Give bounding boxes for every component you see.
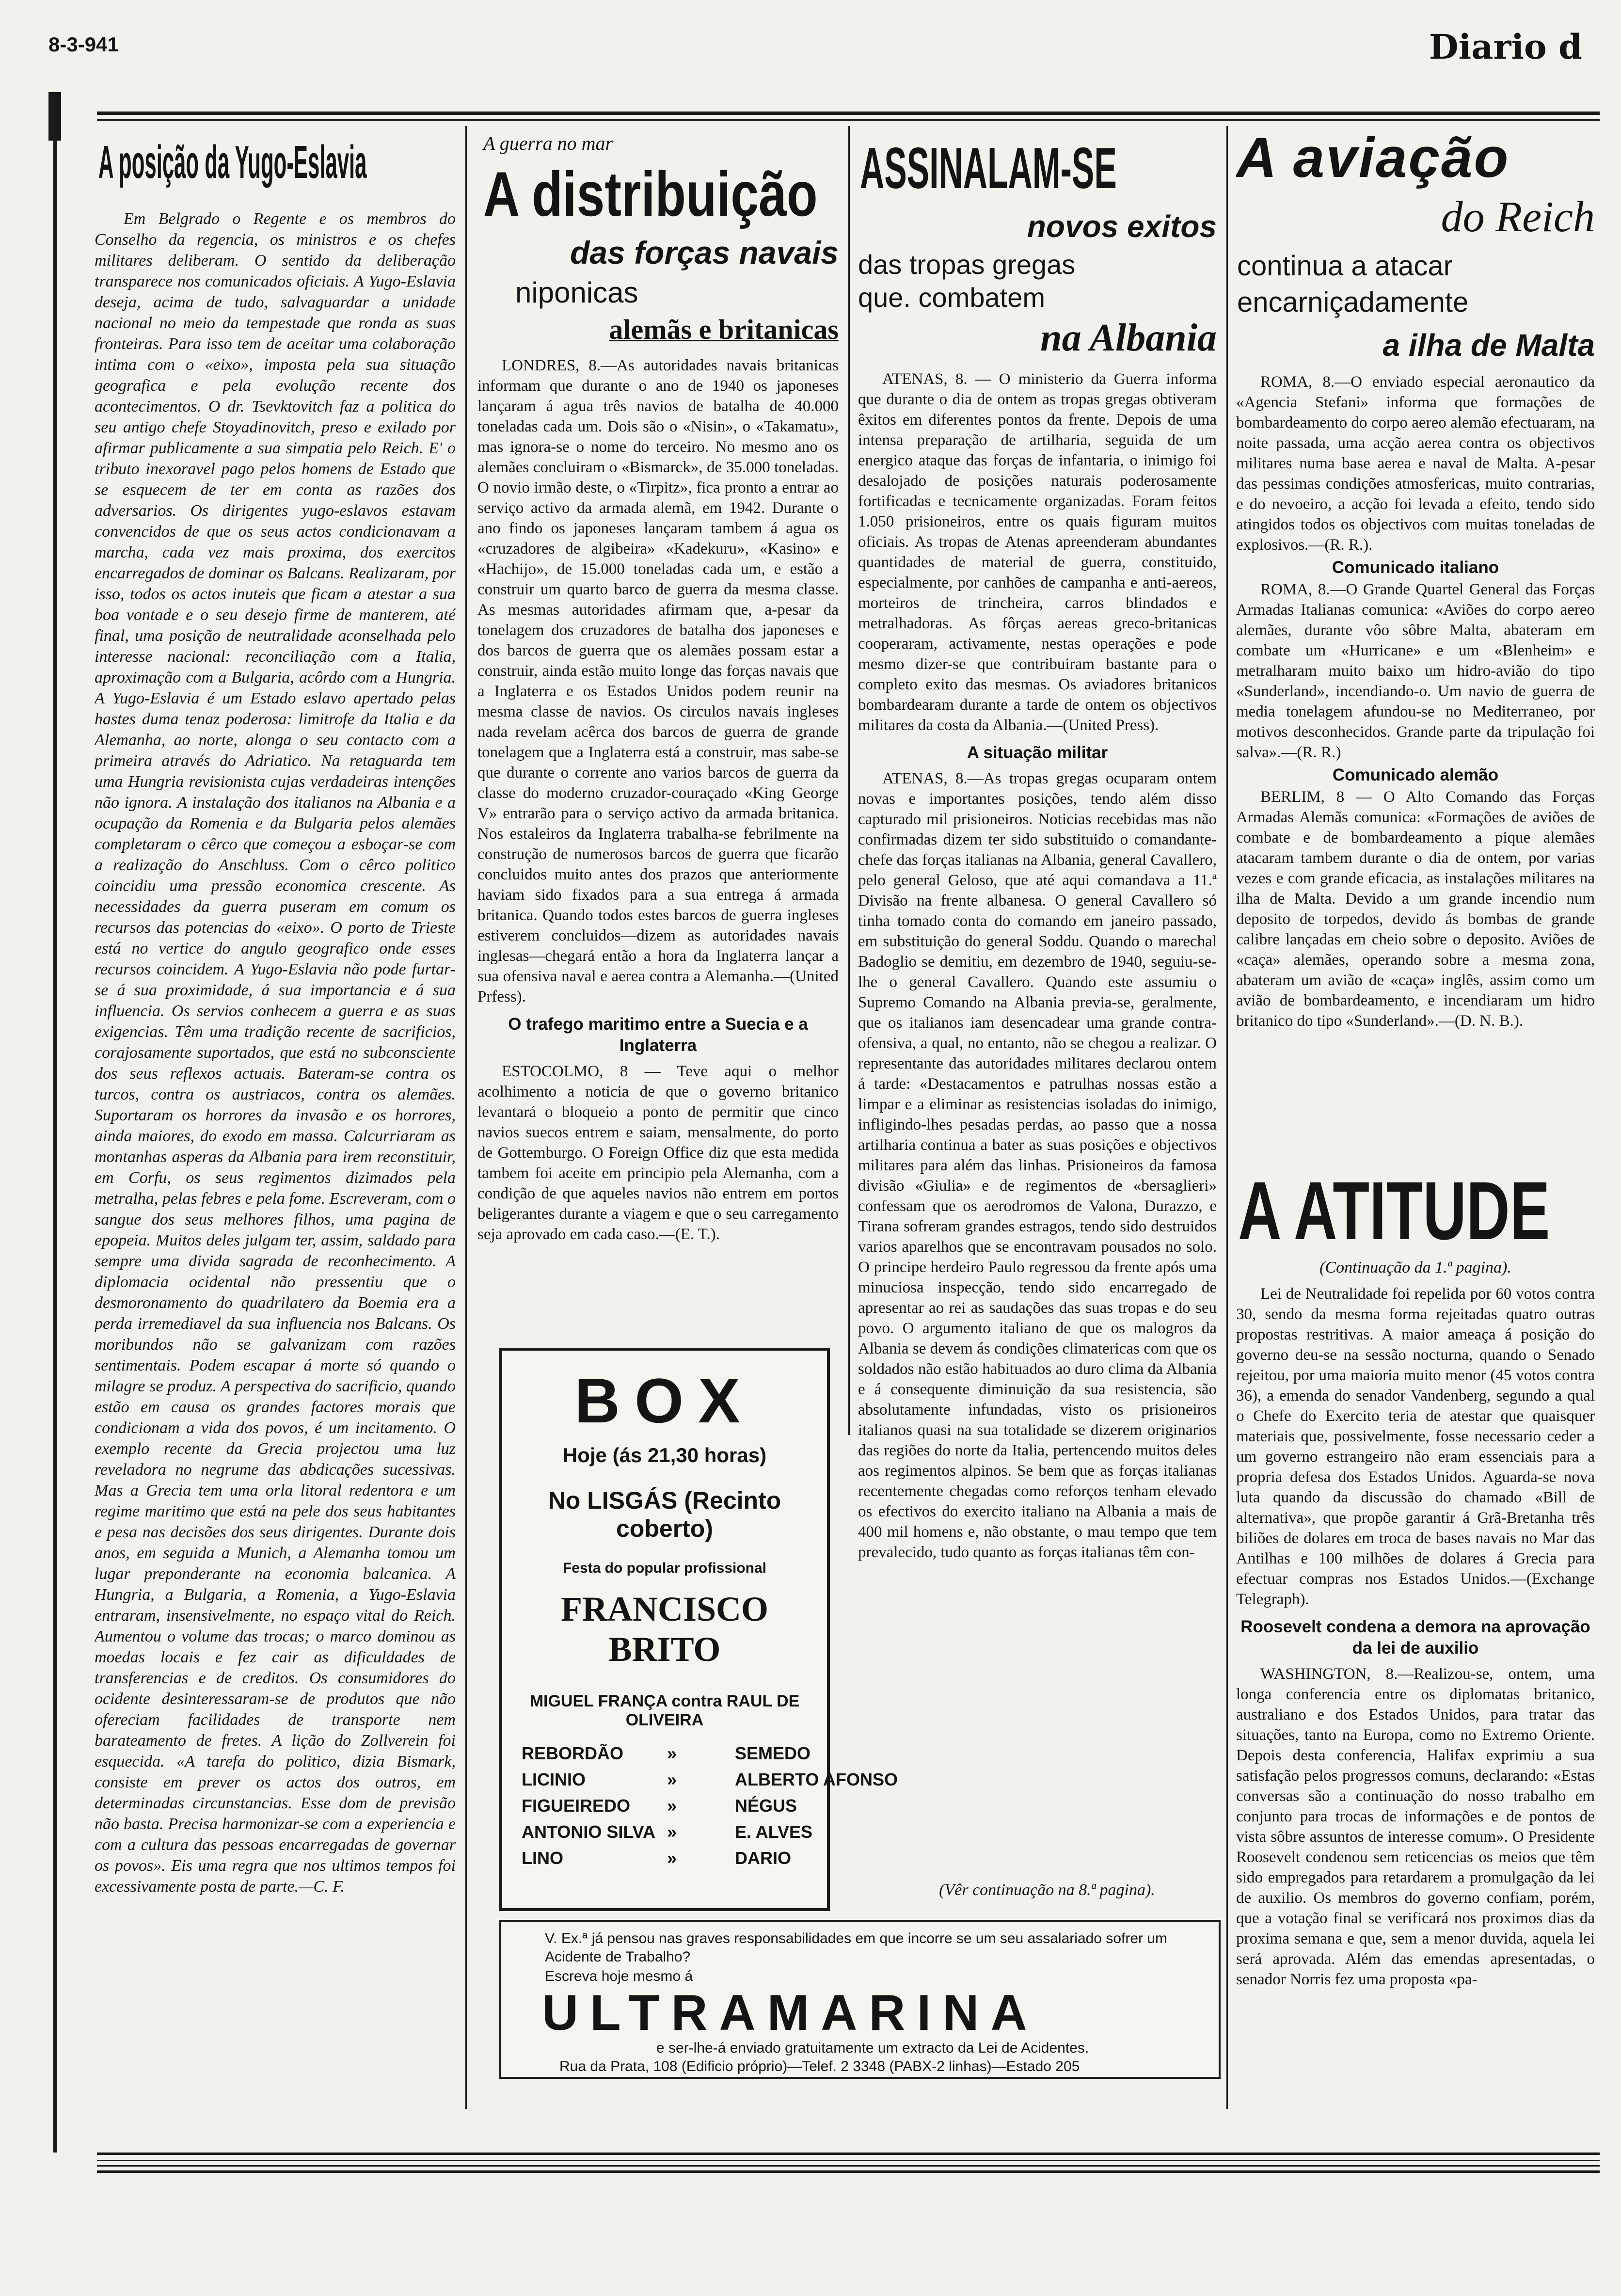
article-a-atitude (1236, 1164, 1595, 2123)
ultramarina-ad-address: Rua da Prata, 108 (Edificio próprio)—Telef. 2 3348 (PABX-2 linhas)—Estado 205 (559, 2058, 1080, 2074)
ultramarina-ad-prompt: Escreva hoje mesmo á (545, 1968, 693, 1984)
article-greek-deck-2: das tropas gregas que. combatem (858, 249, 1076, 313)
ultramarina-insurance-advertisement (499, 1920, 1221, 2079)
article-greek-successes (858, 131, 1217, 1876)
article-naval-subhead: O trafego maritimo entre a Suecia e a Inglaterra (508, 1015, 808, 1055)
article-greek-body-2: ATENAS, 8.—As tropas gregas ocuparam ontem novas e importantes posições, tendo além disso capturado mil prisioneiros. Noticias recebidas mas não confirmadas dizem ter sido substituido o comandante-chefe das forças italianas na Albania, general Cavallero, pelo general Geloso, que até aqui comandava a 11.ª Divisão na frente albanesa. O general Cavallero só tinha tomado conta do comando em janeiro passado, em substituição do general Soddu. Quando o marechal Badoglio se demitiu, em dezembro de 1940, seguiu-se-lhe o general Cavallero. Quando este assumiu o Supremo Comando na Albania previa-se, geralmente, que os italianos iam desencadear uma grande contra-ofensiva, a qual, no entanto, não se chegou a realizar. O representante das autoridades militares declarou ontem á tarde: «Destacamentos e patrulhas nossas estão a limpar e a eliminar as resistencias isoladas do inimigo, infligindo-lhes pesadas perdas, ao passo que a nossa artilharia continua a bater as suas posições e objectivos militares para além das linhas. Prisioneiros da famosa divisão «Giulia» e de regimentos de «bersaglieri» confessam que os aerodromos de Valona, Durazzo, e Tirana sofreram grandes estragos, tendo sido destruidos varios aparelhos que se encontravam pousados no solo. O principe herdeiro Paulo regressou da frente após uma minuciosa inspecção, tendo sido encarregado de apresentar ao rei as saudações das suas tropas e do seu povo. O argumento italiano de que os malogros da Albania se devem ás condições climatericas com que os soldados não estão habituados ao duro clima da Albania e á consequente diminuição da sua resistencia, são absolutamente infundadas, visto os prisioneiros italianos quasi na sua totalidade se dizerem originarios das regiões do norte da Italia, pertencendo muitos deles aos regimentos alpinos. Se bem que as forças italianas recentemente chegadas como reforços tenham elevado os efectivos do exercito italiano na Albania a mais de 400 mil homens e, não obstante, o mau tempo que tem prevalecido, tudo quanto as forças italianas têm con- (858, 770, 1217, 1561)
box-ad-bouts (522, 1743, 898, 1868)
article-aviation-deck-3: a ilha de Malta (1383, 328, 1595, 363)
article-atitude-body-2: WASHINGTON, 8.—Realizou-se, ontem, uma longa conferencia entre os diplomatas britanico, australiano e dos Estados Unidos, para tratar das situações, tanto na Europa, como no Extremo Oriente. Depois desta conferencia, Halifax exprimiu a sua satisfação pelos progressos comuns, declarando: «Estas conversas são a continuação do nosso trabalho em conjunto para trocas de informações e de pontos de vista sôbre assuntos de interesse comum». O Presidente Roosevelt condenou sem reticencias os meios que têm sido empregados para retardarem a promulgação da lei de auxilio. Os membros do governo confiam, porém, que a votação final se verificará nos proximos dias da proxima semana e que, sem a menor duvida, aquela lei será aprovada. Além das emendas apresentadas, o senador Norris fez uma proposta «pa- (1236, 1665, 1595, 1988)
article-naval-body-2: ESTOCOLMO, 8 — Teve aqui o melhor acolhimento a noticia de que o governo britanico levantará o bloqueio a ponto de permitir que cinco navios suecos entrem e saiam, mensalmente, do porto de Gottemburgo. O Foreign Office diz que esta medida tambem foi aceite em principio pela Alemanha, com a condição de que aqueles navios não entrem em portos beligerantes durante a viagem e que o seu carregamento seja aprovado em cada caso.—(E. T.). (477, 1063, 839, 1243)
column-rule-1 (465, 126, 467, 2109)
box-ad-main-bout: MIGUEL FRANÇA contra RAUL DE OLIVEIRA (529, 1692, 800, 1729)
box-ad-bout-a: LICINIO (522, 1770, 586, 1789)
box-ad-bout-b: ALBERTO AFONSO (735, 1770, 898, 1789)
ultramarina-ad-offer: e ser-lhe-á enviado gratuitamente um extracto da Lei de Acidentes. (656, 2040, 1089, 2056)
article-aviation-subhead-italian: Comunicado italiano (1332, 558, 1499, 577)
article-greek-deck-3: na Albania (1040, 317, 1217, 359)
article-atitude-headline: A ATITUDE (1238, 1165, 1550, 1257)
article-naval-body: LONDRES, 8.—As autoridades navais britanicas informam que durante o ano de 1940 os japoneses lançaram á agua três navios de batalha de 40.000 toneladas cada um. Dois são o «Nisin», o «Takamatu», mas ignora-se o nome do terceiro. No mesmo ano os alemães concluiram o «Bismarck», de 35.000 toneladas. O novio irmão deste, o «Tirpitz», fica pronto a entrar ao serviço activo da armada alemã, em 1942. Durante o ano findo os japoneses lançaram tambem á agua os «cruzadores de algibeira» «Kadekuru», «Kasino» e «Hachijo», de 15.000 toneladas cada um, e estão a construir um quarto barco de guerra da mesma classe. As mesmas autoridades afirmam que, a-pesar da tonelagem dos cruzadores de batalha dos japoneses e dos barcos de guerra que os alemães possam estar a construir, ainda estão muito longe das forças navais que a Inglaterra e os Estados Unidos podem reunir na mesma classe de navios. Os circulos navais ingleses nada revelam acêrca dos barcos de guerra de grande tonelagem que a Inglaterra está a construir, mas sabe-se que durante o corrente ano varios barcos de guerra da classe do moderno cruzador-couraçado «King George V» entrarão para o serviço activo da armada britanica. Nos estaleiros da Inglaterra trabalha-se febrilmente na construção de numerosos barcos de guerra que ficarão concluidos muito antes dos prazos que anteriormente haviam sido fixados para a sua entrega á armada britanica. Quando todos estes barcos de guerra ingleses estiverem concluidos—dizem as autoridades navais inglesas—chegará então a hora da Inglaterra lançar a sua ofensiva naval e aerea contra a Alemanha.—(United Prfess). (477, 357, 839, 1005)
article-aviation-headline-2: do Reich (1441, 193, 1595, 241)
article-greek-headline: ASSINALAM-SE (860, 136, 1117, 201)
header-rule-bottom (97, 119, 1600, 121)
issue-date: 8-3-941 (48, 33, 119, 56)
left-margin-bar (48, 92, 61, 141)
footer-rule-3 (97, 2165, 1600, 2167)
article-aviation-body-2: ROMA, 8.—O Grande Quartel General das Forças Armadas Italianas comunica: «Aviões do corpo aereo alemães, durante vôo sôbre Malta, abateram em combate um «Hurricane» e um «Blenheim» e metralharam muito baixo um hidro-avião do tipo «Sunderland», incendiando-o. Um navio de guerra de media tonelagem afundou-se no Mediterraneo, por motivos desconhecidos. Grande parte da tripulação foi salva».—(R. R.) (1236, 581, 1595, 761)
footer-rule-2 (97, 2160, 1600, 2161)
box-ad-venue: No LISGÁS (Recinto coberto) (548, 1487, 781, 1542)
left-margin-rule (53, 141, 57, 2152)
box-ad-boxer: FRANCISCO BRITO (560, 1590, 769, 1669)
article-greek-body: ATENAS, 8. — O ministerio da Guerra informa que durante o dia de ontem as tropas gregas obtiveram êxitos em diferentes pontos da frente. Depois de uma intensa preparação de artilharia, seguida de um energico ataque das forças de infantaria, o inimigo foi desalojado de posições naturais poderosamente fortificadas e tecnicamente organizadas. Foram feitos 1.050 prisioneiros, entre os quais figuram muitos oficiais. As tropas de Atenas apreenderam abundantes quantidades de material de guerra, constituido, especialmente, por canhões de campanha e anti-aereos, morteiros de trincheira, carros blindados e metralhadoras. As fôrças aereas greco-britanicas cooperaram, activamente, nestas operações e pode mesmo dizer-se que contribuiram bastante para o completo exito das mesmas. Os aviadores britanicos bombardearam durante a tarde de ontem os objectivos militares da costa da Albania.—(United Press). (858, 370, 1217, 734)
box-ad-bout-vs: » (667, 1848, 677, 1868)
article-atitude-subhead: Roosevelt condena a demora na aprovação da lei de auxilio (1240, 1617, 1590, 1658)
article-naval-headline: A distribuição (483, 159, 818, 229)
box-ad-bout-vs: » (667, 1796, 677, 1816)
box-ad-bout-b: NÉGUS (735, 1796, 797, 1816)
box-ad-bout-b: SEMEDO (735, 1743, 811, 1763)
box-ad-bout-vs: » (667, 1743, 677, 1763)
newspaper-name: Diario d (1429, 27, 1582, 67)
header-rule-top (97, 112, 1600, 115)
footer-rule-1 (97, 2152, 1600, 2155)
article-yugo-eslavia (95, 131, 456, 2143)
article-naval-deck-3: alemãs e britanicas (609, 314, 839, 345)
article-naval-distribution (477, 131, 839, 1328)
article-atitude-continued: (Continuação da 1.ª pagina). (1319, 1259, 1511, 1276)
box-ad-title: BOX (574, 1365, 755, 1436)
article-aviation-body-3: BERLIM, 8 — O Alto Comando das Forças Armadas Alemãs comunica: «Formações de aviões de combate e de bombardeamento a pique alemães atacaram tambem durante o dia de ontem, por varias vezes e com grande eficacia, as instalações militares na ilha de Malta. Devido a um grande incendio num deposito de torpedos, devido ás bombas de grande calibre lançadas em cheio sobre o deposito. Aviões de «caça» alemães, operando sobre a mesma zona, abateram um avião de «caça» inglês, assim como um avião de bombardeamento, e incendiaram um hidro britanico do tipo «Sunderland».—(D. N. B.). (1236, 788, 1595, 1030)
box-ad-bout-b: E. ALVES (735, 1822, 813, 1842)
article-naval-kicker: A guerra no mar (483, 132, 613, 154)
article-greek-subhead: A situação militar (967, 743, 1108, 762)
article-atitude-body: Lei de Neutralidade foi repelida por 60 votos contra 30, sendo da mesma forma rejeitadas quatro outras propostas restritivas. A maior ameaça á posição do governo deu-se na sessão nocturna, quando o Senado rejeitou, por uma maioria muito menor (45 votos contra 36), a emenda do senador Vandenberg, segundo a qual o Chefe do Exercito teria de atestar que quaisquer materiais que, possivelmente, fosse necessario ceder a um governo estrangeiro não eram essenciais para a propria defesa dos Estados Unidos. Aguarda-se nova luta quando da discussão do chamado «Bill de alternativa», que propõe garantir á Grã-Bretanha três biliões de dolares em troca de bases navais no Mar das Antilhas e 100 milhões de dolares á Grecia para efectuar compras nos Estados Unidos.—(Exchange Telegraph). (1236, 1285, 1595, 1608)
article-aviation-deck-2: encarniçadamente (1237, 287, 1469, 318)
article-reich-aviation (1236, 121, 1595, 1154)
article-greek-deck-1: novos exitos (1027, 209, 1217, 244)
ultramarina-ad-brand: ULTRAMARINA (542, 1985, 1039, 2041)
column-rule-2 (848, 126, 850, 1435)
box-ad-festa: Festa do popular profissional (562, 1560, 767, 1576)
footer-rule-4 (97, 2170, 1600, 2173)
article-aviation-body: ROMA, 8.—O enviado especial aeronautico da «Agencia Stefani» informa que formações de bombardeamento do corpo aereo alemão efectuaram, na noite passada, uma acção aerea contra os objectivos militares numa base aerea e naval de Malta. A-pesar das pessimas condições atmosfericas, muito contrarias, e do nevoeiro, a acção foi levada a efeito, tendo sido atingidos todos os objectivos com muitas toneladas de explosivos.—(R. R.). (1236, 373, 1595, 554)
article-yugo-eslavia-body: Em Belgrado o Regente e os membros do Conselho da regencia, os ministros e os chefes militares deliberam. O sentido da deliberação transparece nos comunicados oficiais. A Yugo-Eslavia deseja, acima de tudo, salvaguardar a unidade nacional no meio da tempestade que ronda as suas fronteiras. Para isso tem de aceitar uma colaboração intima com o «eixo», imposta pela sua situação geografica e pela evolução recente dos acontecimentos. O dr. Tsevktovitch faz a politica do seu antigo chefe Stoyadinovitch, preso e exilado por afirmar publicamente a sua simpatia pelo Reich. E' o tributo inexoravel pago pelos homens de Estado que se esquecem de ter em conta as razões dos adversarios. Os dirigentes yugo-eslavos estavam convencidos de que os seus actos condicionavam a marcha, cada vez mais proxima, dos exercitos encarregados de dominar os Balcans. Realizaram, por isso, todos os actos inuteis que ficam a atestar a sua boa vontade e o seu desejo firme de manterem, até final, uma posição de neutralidade aconselhada pelo interesse nacional: reconciliação com a Italia, aproximação com a Bulgaria, acôrdo com a Hungria. A Yugo-Eslavia é um Estado eslavo apertado pelas hastes duma tenaz poderosa: limitrofe da Italia e da Alemanha, ao norte, alonga o seu contacto com a primeira através do Adriatico. Na retaguarda tem uma Hungria revisionista cujas verdadeiras intenções não ignora. A instalação dos italianos na Albania e a ocupação da Romenia e da Bulgaria pelos alemães completaram o cêrco que começou a esboçar-se com a realização do Anschluss. Com o cêrco politico coincidiu uma pressão economica crescente. As necessidades da guerra puseram em comum os recursos das potencias do «eixo». O porto de Trieste está no vertice do angulo geografico onde esses recursos coincidem. A Yugo-Eslavia não pode furtar-se á sua proximidade, á sua importancia e á sua influencia. Os servios conhecem a guerra e as suas exigencias. Têm uma tradição recente de sacrificios, corajosamente suportados, que está no subconsciente dos seus reflexos actuais. Bateram-se contra os turcos, contra os austriacos, contra os alemães. Suportaram os horrores da invasão e os horrores, ainda maiores, do exodo em massa. Calcurriaram as montanhas asperas da Albania para irem reconstituir, em Corfu, os seus regimentos dizimados pela metralha, pelas febres e pela fome. Escreveram, com o sangue dos seus melhores filhos, uma pagina de epopeia. Muitos deles julgam ter, assim, saldado para sempre uma divida sagrada de reconhecimento. A diplomacia ocidental não pressentiu que o desmoronamento do quadrilatero da Boemia era a perda irremediavel da sua influencia nos Balcans. Os moribundos não se galvanizam com razões sentimentais. Podem escapar á morte só quando o milagre se produz. A perspectiva do sacrificio, quando estão em causa os grandes factores morais que condicionam a vida dos povos, é um incitamento. O exemplo recente da Grecia projectou uma luz reveladora no negrume das abdicações sucessivas. Mas a Grecia tem uma orla litoral redentora e um regime maritimo que está na pele dos seus habitantes e pesa nas decisões dos seus dirigentes. Durante dois anos, em seguida a Munich, a Alemanha tomou um lugar preponderante na economia balcanica. A Hungria, a Bulgaria, a Romenia, a Yugo-Eslavia entraram, insensivelmente, no espaço vital do Reich. Aumentou o volume das trocas; o marco dominou as moedas locais e fez cair as dificuldades de transferencias e de creditos. Os consumidores do ocidente desinteressaram-se de produtos que não ofereciam facilidades de transporte nem barateamento de fretes. A lição do Zollverein foi esquecida. «A tarefa do politico, dizia Bismark, consiste em prever os actos dos outros, em determinadas circunstancias. Esse dom de previsão não basta. Precisa harmonizar-se com a experiencia e com a cultura das pessoas encarregadas de governar os povos». Eis uma regra que nos ultimos tempos foi excessivamente posta de parte.—C. F. (95, 210, 456, 1896)
article-aviation-headline-1: A aviação (1236, 126, 1510, 189)
box-ad-bout-b: DARIO (735, 1848, 791, 1868)
article-naval-deck-2: niponicas (515, 276, 638, 309)
box-event-advertisement (499, 1348, 898, 1911)
article-aviation-deck-1: continua a atacar (1237, 250, 1453, 282)
box-ad-bout-a: FIGUEIREDO (522, 1796, 631, 1816)
article-naval-deck-1: das forças navais (570, 235, 839, 271)
column-rule-3 (1226, 126, 1228, 2109)
box-ad-time: Hoje (ás 21,30 horas) (562, 1444, 767, 1467)
box-ad-bout-a: LINO (522, 1848, 563, 1868)
ultramarina-ad-question: V. Ex.ª já pensou nas graves responsabilidades em que incorre se um seu assalariado sofrer um Acidente de Trabalho? (545, 1930, 1168, 1965)
article-aviation-subhead-german: Comunicado alemão (1332, 765, 1499, 784)
box-ad-bout-a: ANTONIO SILVA (522, 1822, 656, 1842)
article-greek-continuation: (Vêr continuação na 8.ª pagina). (939, 1881, 1155, 1899)
box-ad-bout-vs: » (667, 1822, 677, 1842)
article-yugo-eslavia-headline: A posição da Yugo-Eslavia (98, 136, 367, 188)
box-ad-bout-a: REBORDÃO (522, 1743, 624, 1763)
box-ad-bout-vs: » (667, 1770, 677, 1789)
